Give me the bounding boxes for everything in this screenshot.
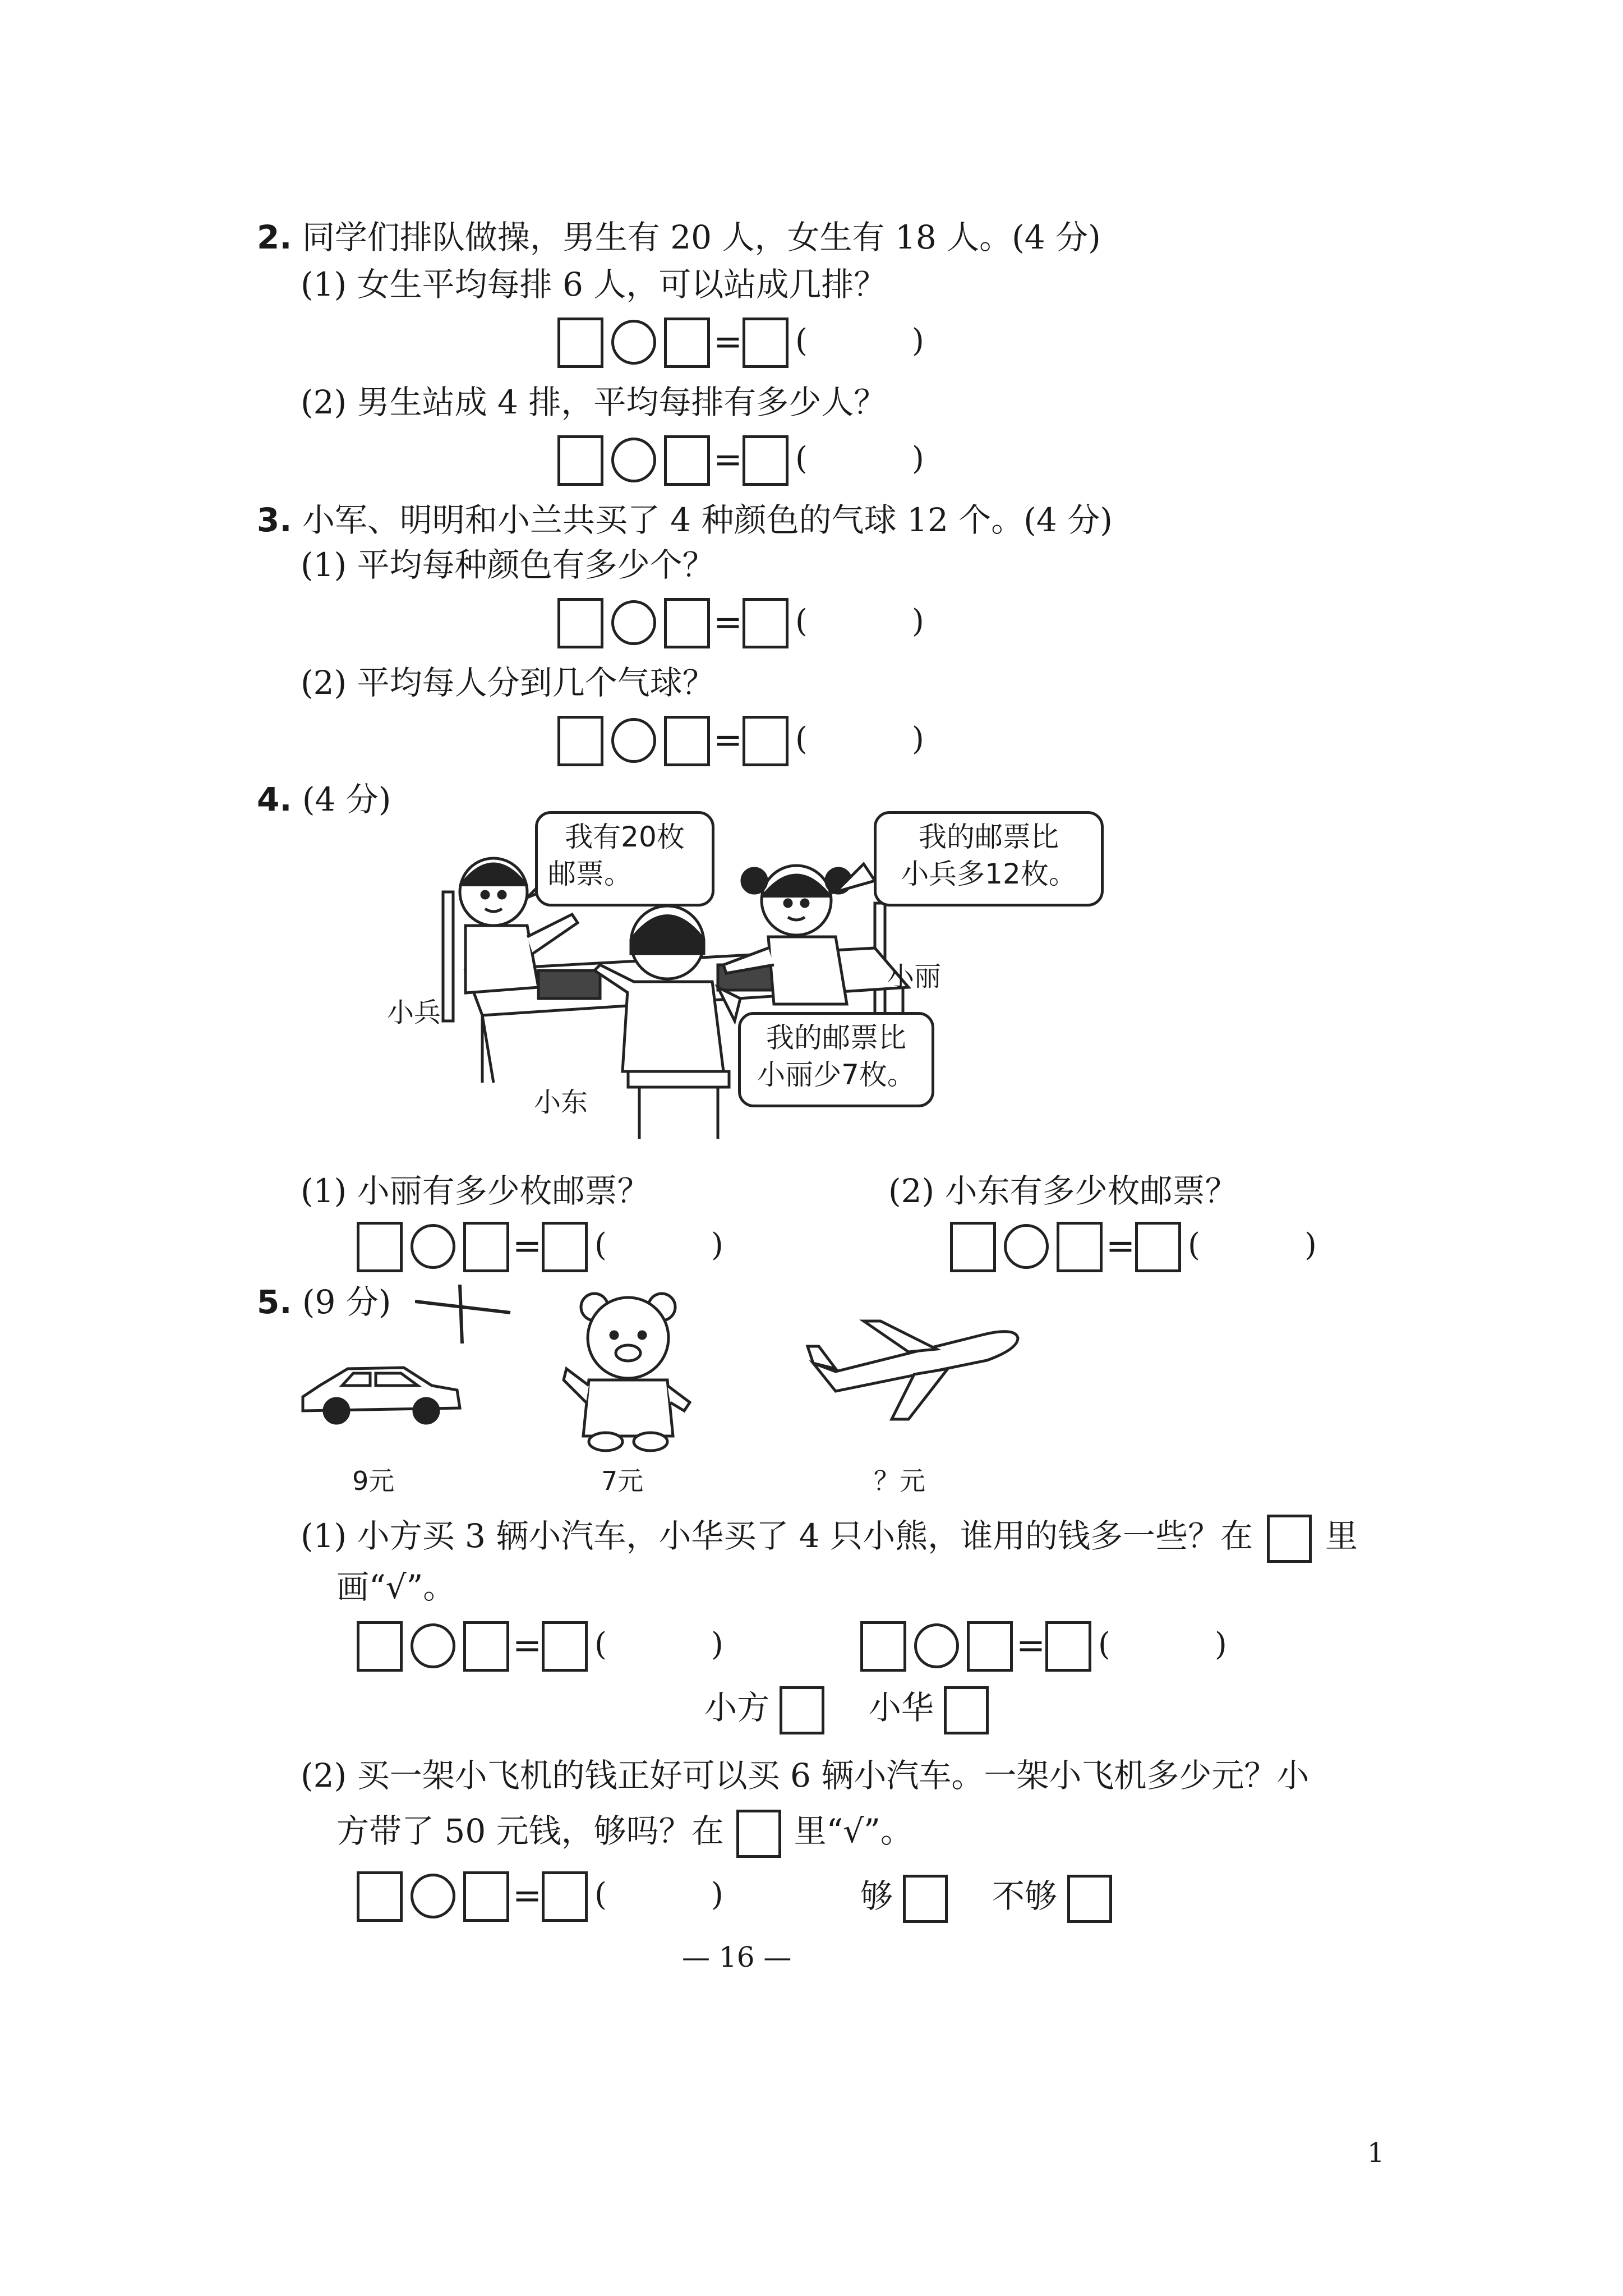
equals-sign: = xyxy=(713,601,743,642)
answer-box[interactable] xyxy=(557,318,603,368)
name-xiaodong: 小东 xyxy=(534,1087,588,1118)
operator-circle[interactable] xyxy=(611,320,656,365)
equals-sign: = xyxy=(713,439,743,480)
check-box-not-enough[interactable] xyxy=(1067,1875,1112,1923)
answer-box[interactable] xyxy=(664,598,710,648)
answer-box[interactable] xyxy=(1135,1222,1181,1272)
speech-bubble-xiaobing xyxy=(535,811,714,907)
q3-text: 小军、明明和小兰共买了 4 种颜色的气球 12 个。(4 分) xyxy=(302,501,1113,539)
answer-box[interactable] xyxy=(1045,1621,1091,1672)
equals-sign: = xyxy=(513,1875,542,1916)
answer-box[interactable] xyxy=(557,598,603,648)
close-paren: ) xyxy=(711,1626,723,1663)
answer-box[interactable] xyxy=(463,1871,509,1922)
q3-sub1: (1) 平均每种颜色有多少个？ xyxy=(301,546,715,584)
equals-sign: = xyxy=(513,1225,542,1266)
operator-circle[interactable] xyxy=(611,438,656,482)
toy-airplane-icon xyxy=(802,1318,1026,1430)
operator-circle[interactable] xyxy=(411,1874,455,1918)
bubble-xiaoli-line1: 我的邮票比 xyxy=(919,821,1059,853)
open-paren: ( xyxy=(795,603,808,639)
answer-box[interactable] xyxy=(967,1621,1013,1672)
operator-circle[interactable] xyxy=(611,600,656,645)
xiaoli-body xyxy=(768,937,847,1004)
q2-sub1: (1) 女生平均每排 6 人，可以站成几排？ xyxy=(301,265,887,303)
close-paren: ) xyxy=(1215,1626,1227,1663)
check-box-xiaohua[interactable] xyxy=(944,1686,989,1734)
q5-sub2-line2 xyxy=(336,1810,913,1858)
q4-sub2: (2) 小东有多少枚邮票？ xyxy=(888,1172,1238,1210)
q5-number: 5. xyxy=(257,1283,292,1321)
xiaodong-body xyxy=(623,982,723,1071)
close-paren: ) xyxy=(912,721,924,757)
price-bear: 7元 xyxy=(601,1466,644,1496)
teddy-bear-icon xyxy=(561,1290,695,1453)
price-plane: ？元 xyxy=(874,1466,925,1496)
q4-number: 4. xyxy=(257,780,292,818)
q3-number: 3. xyxy=(257,501,292,539)
stamp-album xyxy=(538,970,600,999)
close-paren: ) xyxy=(912,440,924,477)
choice-row-who xyxy=(704,1686,989,1734)
answer-box[interactable] xyxy=(743,435,789,486)
q3-title xyxy=(257,501,1113,539)
answer-box[interactable] xyxy=(860,1621,906,1672)
check-box[interactable] xyxy=(736,1810,781,1858)
equals-sign: = xyxy=(713,321,743,362)
bubble-xiaodong-line1: 我的邮票比 xyxy=(766,1022,906,1054)
choice-not-enough-label: 不够 xyxy=(992,1877,1057,1916)
answer-box[interactable] xyxy=(664,435,710,486)
q5-sub1-line2: 画“√”。 xyxy=(336,1568,456,1606)
choice-xiaofang-label: 小方 xyxy=(704,1688,770,1727)
open-paren: ( xyxy=(594,1626,607,1663)
answer-box[interactable] xyxy=(664,318,710,368)
operator-circle[interactable] xyxy=(1004,1224,1049,1269)
inner-page-number: — 16 — xyxy=(682,1941,792,1973)
bubble-xiaodong-line2: 小丽少7枚。 xyxy=(757,1059,915,1091)
q5-sub2-text-end: 里“√”。 xyxy=(794,1812,913,1851)
q4-sub1: (1) 小丽有多少枚邮票？ xyxy=(301,1172,650,1210)
open-paren: ( xyxy=(594,1227,607,1263)
open-paren: ( xyxy=(795,721,808,757)
operator-circle[interactable] xyxy=(914,1623,959,1668)
answer-box[interactable] xyxy=(664,716,710,766)
open-paren: ( xyxy=(1098,1626,1110,1663)
q5-sub1-text-end: 里 xyxy=(1325,1517,1358,1556)
bubble-xiaobing-line1: 我有20枚 xyxy=(565,821,685,853)
answer-box[interactable] xyxy=(557,435,603,486)
chair-left xyxy=(443,892,453,1021)
answer-box[interactable] xyxy=(357,1871,403,1922)
q5-sub1-text: (1) 小方买 3 辆小汽车，小华买了 4 只小熊，谁用的钱多一些？在 xyxy=(301,1517,1253,1556)
answer-box[interactable] xyxy=(357,1621,403,1672)
pencil-mark xyxy=(415,1285,516,1346)
open-paren: ( xyxy=(795,440,808,477)
q2-sub2: (2) 男生站成 4 排，平均每排有多少人？ xyxy=(301,383,887,421)
answer-box[interactable] xyxy=(542,1621,588,1672)
choice-row-enough xyxy=(860,1875,1112,1923)
price-car: 9元 xyxy=(352,1466,395,1496)
answer-box[interactable] xyxy=(542,1871,588,1922)
q2-number: 2. xyxy=(257,218,292,256)
chair-front xyxy=(628,1071,729,1087)
q5-sub1-line1 xyxy=(301,1515,1358,1563)
outer-page-number: 1 xyxy=(1367,2137,1385,2169)
close-paren: ) xyxy=(912,603,924,639)
equals-sign: = xyxy=(513,1625,542,1665)
q3-sub2: (2) 平均每人分到几个气球？ xyxy=(301,664,715,702)
q4-text: (4 分) xyxy=(302,780,391,818)
open-paren: ( xyxy=(1188,1227,1200,1263)
operator-circle[interactable] xyxy=(611,718,656,763)
operator-circle[interactable] xyxy=(411,1224,455,1269)
answer-box[interactable] xyxy=(557,716,603,766)
q5-text: (9 分) xyxy=(302,1283,391,1321)
check-box-xiaofang[interactable] xyxy=(780,1686,824,1734)
choice-xiaohua-label: 小华 xyxy=(868,1688,934,1727)
close-paren: ) xyxy=(711,1227,723,1263)
answer-box[interactable] xyxy=(950,1222,996,1272)
answer-box[interactable] xyxy=(463,1621,509,1672)
answer-box[interactable] xyxy=(357,1222,403,1272)
name-xiaoli: 小丽 xyxy=(887,961,942,992)
answer-box[interactable] xyxy=(1057,1222,1103,1272)
toy-car-icon xyxy=(297,1352,465,1430)
answer-box[interactable] xyxy=(542,1222,588,1272)
close-paren: ) xyxy=(711,1876,723,1913)
open-paren: ( xyxy=(795,323,808,359)
speech-bubble-xiaodong xyxy=(738,1012,934,1107)
close-paren: ) xyxy=(1304,1227,1317,1263)
name-xiaobing: 小兵 xyxy=(387,997,441,1028)
choice-enough-label: 够 xyxy=(860,1877,893,1916)
q4-title xyxy=(257,780,391,818)
speech-bubble-xiaoli xyxy=(874,811,1104,907)
close-paren: ) xyxy=(912,323,924,359)
q5-sub2-line1: (2) 买一架小飞机的钱正好可以买 6 辆小汽车。一架小飞机多少元？小 xyxy=(301,1756,1310,1795)
answer-box[interactable] xyxy=(743,318,789,368)
q2-text: 同学们排队做操，男生有 20 人，女生有 18 人。(4 分) xyxy=(302,218,1101,256)
operator-circle[interactable] xyxy=(411,1623,455,1668)
open-paren: ( xyxy=(594,1876,607,1913)
q5-sub2-text: 方带了 50 元钱，够吗？在 xyxy=(336,1812,724,1851)
answer-box[interactable] xyxy=(743,716,789,766)
equals-sign: = xyxy=(1016,1625,1045,1665)
bubble-xiaobing-line2: 邮票。 xyxy=(548,858,632,890)
equals-sign: = xyxy=(713,719,743,760)
q2-title xyxy=(257,218,1101,256)
bubble-xiaoli-line2: 小兵多12枚。 xyxy=(901,858,1077,890)
answer-box[interactable] xyxy=(463,1222,509,1272)
q5-title xyxy=(257,1283,391,1321)
check-box-enough[interactable] xyxy=(903,1875,948,1923)
equals-sign: = xyxy=(1106,1225,1135,1266)
answer-box[interactable] xyxy=(743,598,789,648)
check-box[interactable] xyxy=(1267,1515,1312,1563)
